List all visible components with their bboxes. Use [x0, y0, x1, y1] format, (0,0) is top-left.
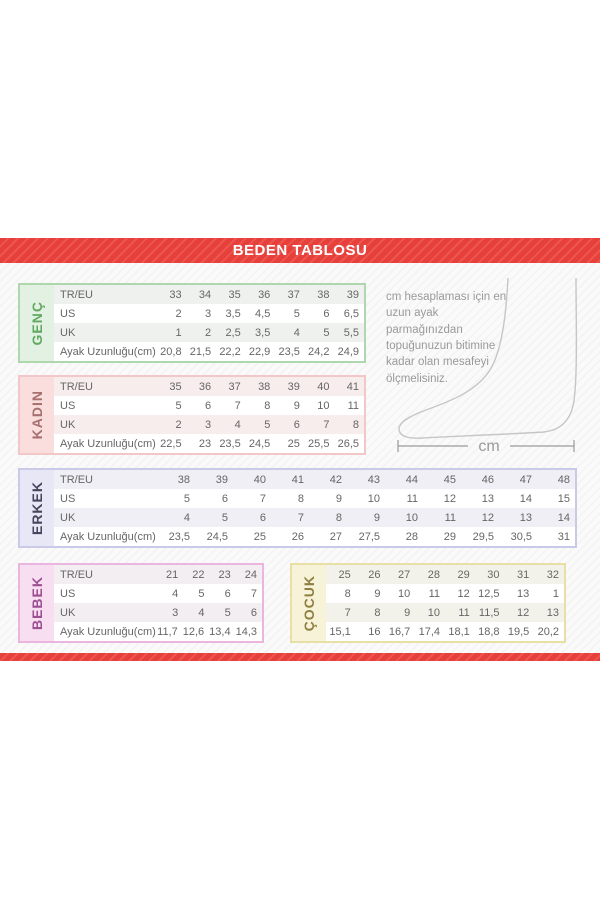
bebek-rows: [54, 565, 262, 641]
size-cell: 5: [224, 606, 231, 619]
size-cell: 5,5: [343, 326, 360, 339]
note-line: kadar olan mesafeyi: [386, 356, 489, 369]
size-cell: 6: [293, 418, 300, 431]
size-cell: 11,7: [157, 625, 178, 638]
cocuk-vertical-label: ÇOCUK: [292, 565, 326, 641]
size-cell: 25: [253, 530, 266, 543]
size-cell: 8: [374, 606, 381, 619]
table-row: [326, 603, 564, 622]
size-cell: 20,2: [537, 625, 559, 638]
table-row: [54, 584, 262, 603]
table-row: [54, 508, 575, 527]
size-cell: 23,5: [219, 437, 241, 450]
size-cell: 24,5: [248, 437, 271, 450]
size-cell: 33: [169, 288, 182, 301]
page-title: BEDEN TABLOSU: [232, 242, 368, 259]
size-cell: 7: [234, 399, 241, 412]
size-cell: 41: [346, 380, 360, 393]
size-cell: 38: [258, 380, 271, 393]
size-table-genc: [18, 283, 366, 363]
size-cell: 37: [287, 288, 300, 301]
size-cell: 37: [228, 380, 241, 393]
size-cell: 8: [352, 418, 360, 431]
row-header: Ayak Uzunluğu(cm): [60, 345, 156, 358]
table-row: [326, 622, 564, 641]
row-header: UK: [60, 418, 76, 431]
size-cell: 7: [297, 511, 304, 524]
size-table-cocuk: [290, 563, 566, 643]
size-cell: 12: [457, 587, 470, 600]
size-cell: 23: [218, 568, 231, 581]
size-cell: 7: [344, 606, 351, 619]
size-cell: 3,5: [255, 326, 271, 339]
size-cell: 2,5: [225, 326, 241, 339]
size-cell: 10: [427, 606, 440, 619]
size-cell: 5: [198, 587, 205, 600]
measure-unit-label: cm: [478, 438, 500, 455]
size-cell: 4: [172, 587, 179, 600]
size-cell: 29,5: [472, 530, 494, 543]
size-cell: 14,3: [235, 625, 257, 638]
size-cell: 38: [177, 473, 190, 486]
size-cell: 23,5: [168, 530, 190, 543]
size-cell: 4: [183, 511, 190, 524]
size-cell: 3,5: [225, 307, 241, 320]
size-cell: 10: [405, 511, 418, 524]
row-header: TR/EU: [60, 380, 93, 393]
row-header: UK: [60, 511, 76, 524]
table-row: [54, 470, 575, 489]
genc-vertical-label: GENÇ: [20, 285, 54, 361]
size-cell: 13: [519, 511, 532, 524]
size-cell: 22,2: [219, 345, 241, 358]
size-cell: 6: [250, 606, 257, 619]
size-cell: 8: [264, 399, 271, 412]
size-cell: 23: [198, 437, 212, 450]
size-cell: 31: [557, 530, 570, 543]
size-cell: 35: [169, 380, 182, 393]
size-cell: 4: [293, 326, 300, 339]
size-cell: 12: [443, 492, 456, 505]
size-cell: 9: [373, 511, 380, 524]
size-cell: 16: [368, 625, 381, 638]
size-cell: 17,4: [418, 625, 440, 638]
size-cell: 6: [221, 492, 228, 505]
size-cell: 6,5: [343, 307, 360, 320]
size-cell: 23,5: [278, 345, 300, 358]
size-cell: 22,5: [160, 437, 182, 450]
size-cell: 22: [192, 568, 205, 581]
size-table-bebek: [18, 563, 264, 643]
size-cell: 42: [329, 473, 342, 486]
size-cell: 41: [291, 473, 304, 486]
size-cell: 13,4: [209, 625, 231, 638]
row-header: Ayak Uzunluğu(cm): [60, 530, 156, 543]
size-cell: 5: [221, 511, 228, 524]
table-row: [54, 434, 364, 453]
size-cell: 11: [444, 511, 456, 524]
size-cell: 14: [557, 511, 570, 524]
size-cell: 39: [287, 380, 300, 393]
table-row: [54, 285, 364, 304]
size-cell: 39: [215, 473, 228, 486]
erkek-vertical-label: ERKEK: [20, 470, 54, 546]
size-cell: 11: [458, 606, 470, 619]
size-cell: 2: [175, 307, 182, 320]
size-cell: 9: [404, 606, 411, 619]
size-cell: 25,5: [308, 437, 330, 450]
size-cell: 12: [517, 606, 530, 619]
title-banner: [0, 238, 600, 263]
size-cell: 40: [317, 380, 330, 393]
size-cell: 36: [258, 288, 271, 301]
row-header: UK: [60, 326, 76, 339]
table-row: [54, 377, 364, 396]
size-cell: 8: [344, 587, 351, 600]
size-cell: 31: [517, 568, 530, 581]
size-cell: 26: [368, 568, 381, 581]
note-line: ölçmelisiniz.: [386, 372, 448, 385]
size-cell: 18,8: [478, 625, 500, 638]
size-cell: 19,5: [507, 625, 530, 638]
size-cell: 30: [487, 568, 500, 581]
table-row: [54, 565, 262, 584]
size-cell: 11: [406, 492, 418, 505]
size-cell: 5: [264, 418, 271, 431]
size-cell: 15: [557, 492, 570, 505]
table-row: [326, 584, 564, 603]
table-row: [54, 603, 262, 622]
size-cell: 7: [259, 492, 266, 505]
size-cell: 30,5: [510, 530, 532, 543]
table-row: [326, 565, 564, 584]
size-cell: 6: [224, 587, 231, 600]
size-cell: 36: [198, 380, 212, 393]
size-cell: 10: [398, 587, 411, 600]
size-cell: 16,7: [388, 625, 411, 638]
size-cell: 20,8: [160, 345, 182, 358]
size-cell: 13: [517, 587, 530, 600]
row-header: TR/EU: [60, 568, 93, 581]
table-row: [54, 396, 364, 415]
genc-rows: [54, 285, 364, 361]
size-cell: 2: [175, 418, 182, 431]
size-cell: 24: [244, 568, 257, 581]
size-cell: 26,5: [337, 437, 360, 450]
size-cell: 48: [557, 473, 570, 486]
size-cell: 5: [183, 492, 190, 505]
size-cell: 13: [481, 492, 494, 505]
size-cell: 11,5: [478, 606, 500, 619]
row-header: TR/EU: [60, 288, 93, 301]
table-row: [54, 415, 364, 434]
foot-outline-illustration: [392, 278, 587, 456]
size-cell: 46: [481, 473, 494, 486]
size-cell: 28: [427, 568, 440, 581]
size-cell: 9: [374, 587, 381, 600]
size-cell: 21: [166, 568, 179, 581]
erkek-rows: [54, 470, 575, 546]
size-cell: 27: [398, 568, 411, 581]
size-cell: 12,6: [182, 625, 205, 638]
table-row: [54, 304, 364, 323]
size-cell: 40: [253, 473, 266, 486]
row-header: US: [60, 307, 76, 320]
size-cell: 38: [317, 288, 330, 301]
size-cell: 12: [481, 511, 494, 524]
size-cell: 4: [198, 606, 205, 619]
size-cell: 5: [293, 307, 300, 320]
foot-outline: [399, 278, 576, 438]
kadin-rows: [54, 377, 364, 453]
size-cell: 26: [291, 530, 304, 543]
size-table-erkek: [18, 468, 577, 548]
bottom-red-strip: [0, 653, 600, 661]
kadin-vertical-label: KADIN: [20, 377, 54, 453]
size-cell: 7: [323, 418, 330, 431]
size-cell: 18,1: [448, 625, 470, 638]
size-cell: 24,5: [206, 530, 228, 543]
size-cell: 27,5: [358, 530, 380, 543]
size-cell: 3: [172, 606, 179, 619]
size-cell: 47: [519, 473, 532, 486]
cocuk-rows: [326, 565, 564, 641]
note-line: uzun ayak parmağınızdan: [386, 307, 463, 336]
size-cell: 4,5: [255, 307, 271, 320]
row-header: TR/EU: [60, 473, 93, 486]
size-cell: 1: [552, 587, 559, 600]
size-cell: 1: [175, 326, 182, 339]
size-cell: 35: [228, 288, 241, 301]
size-cell: 6: [323, 307, 330, 320]
row-header: Ayak Uzunluğu(cm): [60, 625, 156, 638]
size-cell: 10: [367, 492, 380, 505]
size-cell: 25: [338, 568, 351, 581]
size-cell: 14: [519, 492, 532, 505]
bebek-vertical-label: BEBEK: [20, 565, 54, 641]
size-cell: 29: [443, 530, 456, 543]
size-cell: 34: [198, 288, 212, 301]
size-cell: 11: [347, 399, 360, 412]
size-cell: 45: [443, 473, 456, 486]
size-cell: 6: [259, 511, 266, 524]
size-cell: 32: [546, 568, 559, 581]
size-cell: 8: [335, 511, 342, 524]
size-cell: 27: [329, 530, 342, 543]
size-cell: 2: [205, 326, 212, 339]
row-header: US: [60, 399, 76, 412]
size-cell: 43: [367, 473, 380, 486]
size-cell: 5: [175, 399, 182, 412]
size-table-kadin: [18, 375, 366, 455]
size-cell: 24,2: [308, 345, 330, 358]
size-cell: 4: [234, 418, 241, 431]
size-cell: 13: [546, 606, 559, 619]
size-cell: 5: [323, 326, 330, 339]
row-header: Ayak Uzunluğu(cm): [60, 437, 156, 450]
size-cell: 6: [205, 399, 212, 412]
table-row: [54, 527, 575, 546]
row-header: US: [60, 587, 76, 600]
size-cell: 3: [205, 307, 212, 320]
size-cell: 9: [293, 399, 300, 412]
size-cell: 3: [205, 418, 212, 431]
size-cell: 8: [297, 492, 304, 505]
row-header: UK: [60, 606, 76, 619]
row-header: US: [60, 492, 76, 505]
size-cell: 44: [405, 473, 418, 486]
table-row: [54, 622, 262, 641]
size-cell: 15,1: [329, 625, 351, 638]
size-cell: 10: [317, 399, 330, 412]
table-row: [54, 342, 364, 361]
size-cell: 7: [250, 587, 257, 600]
size-cell: 24,9: [337, 345, 360, 358]
size-cell: 12,5: [478, 587, 500, 600]
size-cell: 22,9: [248, 345, 271, 358]
note-line: cm hesaplaması için en: [386, 291, 507, 303]
note-line: topuğunuzun bitimine: [386, 339, 496, 352]
table-row: [54, 489, 575, 508]
size-cell: 39: [346, 288, 360, 301]
size-cell: 28: [405, 530, 418, 543]
size-cell: 21,5: [189, 345, 212, 358]
size-cell: 29: [457, 568, 470, 581]
size-cell: 11: [428, 587, 440, 600]
table-row: [54, 323, 364, 342]
size-cell: 25: [287, 437, 300, 450]
size-cell: 9: [335, 492, 342, 505]
